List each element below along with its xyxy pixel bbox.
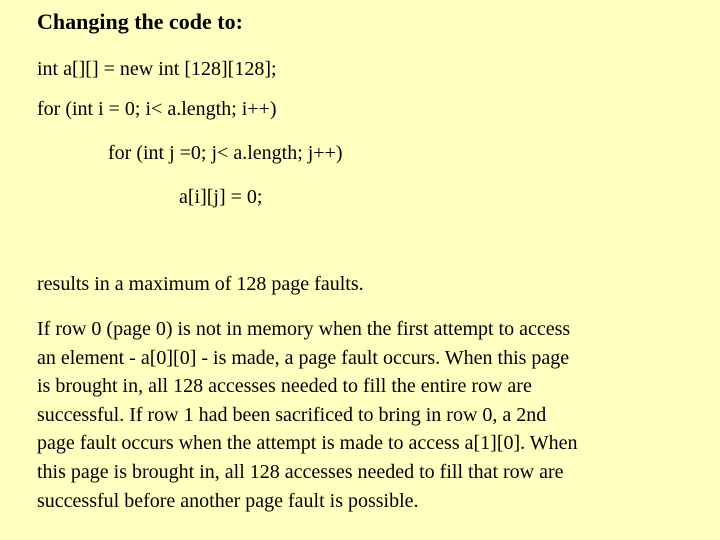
code-line-assignment: a[i][j] = 0; bbox=[179, 186, 263, 208]
result-statement: results in a maximum of 128 page faults. bbox=[37, 273, 364, 295]
explanation-paragraph bbox=[37, 315, 702, 515]
explanation-line: successful. If row 1 had been sacrificed to bring in row 0, a 2nd bbox=[37, 403, 547, 426]
code-line-outer-loop: for (int i = 0; i< a.length; i++) bbox=[37, 98, 277, 120]
explanation-line: is brought in, all 128 accesses needed to fill the entire row are bbox=[37, 375, 532, 398]
code-line-array-declaration: int a[][] = new int [128][128]; bbox=[37, 58, 277, 80]
explanation-line: page fault occurs when the attempt is made to access a[1][0]. When bbox=[37, 432, 578, 455]
explanation-line: successful before another page fault is possible. bbox=[37, 489, 419, 512]
explanation-line: If row 0 (page 0) is not in memory when the first attempt to access bbox=[37, 318, 571, 340]
code-line-inner-loop: for (int j =0; j< a.length; j++) bbox=[108, 142, 343, 164]
slide-title: Changing the code to: bbox=[37, 9, 243, 34]
explanation-line: an element - a[0][0] - is made, a page fault occurs. When this page bbox=[37, 346, 570, 369]
explanation-line: this page is brought in, all 128 accesses needed to fill that row are bbox=[37, 460, 564, 483]
